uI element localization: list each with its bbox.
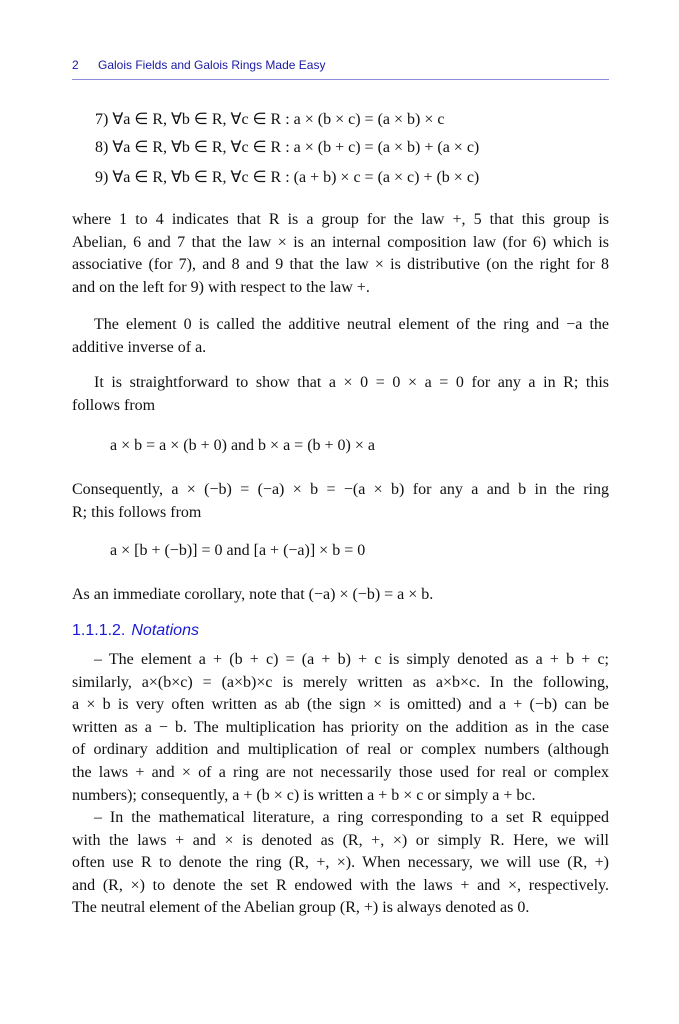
text-line: – The element a + (b + c) = (a + b) + c is simply denoted as a + b + c; xyxy=(94,651,609,668)
text-line: It is straightforward to show that a × 0 = 0 × a = 0 for any a in R; this xyxy=(94,374,609,391)
text-line: of ordinary addition and multiplication of real or complex numbers (although xyxy=(72,741,609,759)
text-line: associative (for 7), and 8 and 9 that the law × is distributive (on the right for 8 xyxy=(72,256,609,274)
text-line: Consequently, a × (−b) = (−a) × b = −(a × b) for any a and b in the ring xyxy=(72,481,609,498)
paragraph xyxy=(72,314,609,359)
axiom-7: 7) ∀a ∈ R, ∀b ∈ R, ∀c ∈ R : a × (b × c) = (a × b) × c xyxy=(95,111,445,128)
text-line: the laws + and × of a ring are not necessarily those used for real or complex xyxy=(72,763,609,781)
text-line: follows from xyxy=(72,396,156,414)
text-line: The neutral element of the Abelian group (R, +) is always denoted as 0. xyxy=(72,899,530,917)
equation: a × [b + (−b)] = 0 and [a + (−a)] × b = 0 xyxy=(110,542,366,559)
paragraph xyxy=(72,209,609,299)
text-line: R; this follows from xyxy=(72,503,202,521)
paragraph xyxy=(72,584,609,607)
section-number: 1.1.1.2. xyxy=(72,622,126,639)
text-line: and on the left for 9) with respect to the law +. xyxy=(72,278,370,296)
text-line: Abelian, 6 and 7 that the law × is an internal composition law (for 6) which is xyxy=(72,233,609,251)
text-line: similarly, a×(b×c) = (a×b)×c is merely written as a×b×c. In the following, xyxy=(72,673,609,691)
equation: a × b = a × (b + 0) and b × a = (b + 0) × a xyxy=(110,437,376,454)
page-number: 2 xyxy=(72,58,79,72)
paragraph xyxy=(72,372,609,417)
text-line: and (R, ×) to denote the set R endowed with the laws + and ×, respectively. xyxy=(72,876,609,894)
axiom-9: 9) ∀a ∈ R, ∀b ∈ R, ∀c ∈ R : (a + b) × c = (a × c) + (b × c) xyxy=(95,169,480,186)
section-title: Notations xyxy=(131,622,199,639)
text-line: – In the mathematical literature, a ring corresponding to a set R equipped xyxy=(94,809,609,826)
text-line: written as a − b. The multiplication has priority on the addition as in the case xyxy=(72,718,609,736)
text-line: often use R to denote the ring (R, +, ×). When necessary, we will use (R, +) xyxy=(72,854,609,872)
text-line: numbers); consequently, a + (b × c) is written a + b × c or simply a + bc. xyxy=(72,786,536,804)
text-line: a × b is very often written as ab (the sign × is omitted) and a + (−b) can be xyxy=(72,696,609,714)
header-rule xyxy=(72,79,609,80)
text-line: where 1 to 4 indicates that R is a group for the law +, 5 that this group is xyxy=(72,211,609,228)
axiom-8: 8) ∀a ∈ R, ∀b ∈ R, ∀c ∈ R : a × (b + c) = (a × b) + (a × c) xyxy=(95,139,480,156)
section-heading xyxy=(72,622,199,640)
paragraph xyxy=(72,649,609,807)
text-line: with the laws + and × is denoted as (R, +, ×) or simply R. Here, we will xyxy=(72,831,609,849)
text-line: The element 0 is called the additive neutral element of the ring and −a the xyxy=(94,316,609,333)
running-header xyxy=(72,58,325,72)
text-line: As an immediate corollary, note that (−a) × (−b) = a × b. xyxy=(72,586,434,603)
paragraph xyxy=(72,479,609,524)
paragraph xyxy=(72,807,609,920)
text-line: additive inverse of a. xyxy=(72,338,207,356)
book-title: Galois Fields and Galois Rings Made Easy xyxy=(98,58,326,72)
